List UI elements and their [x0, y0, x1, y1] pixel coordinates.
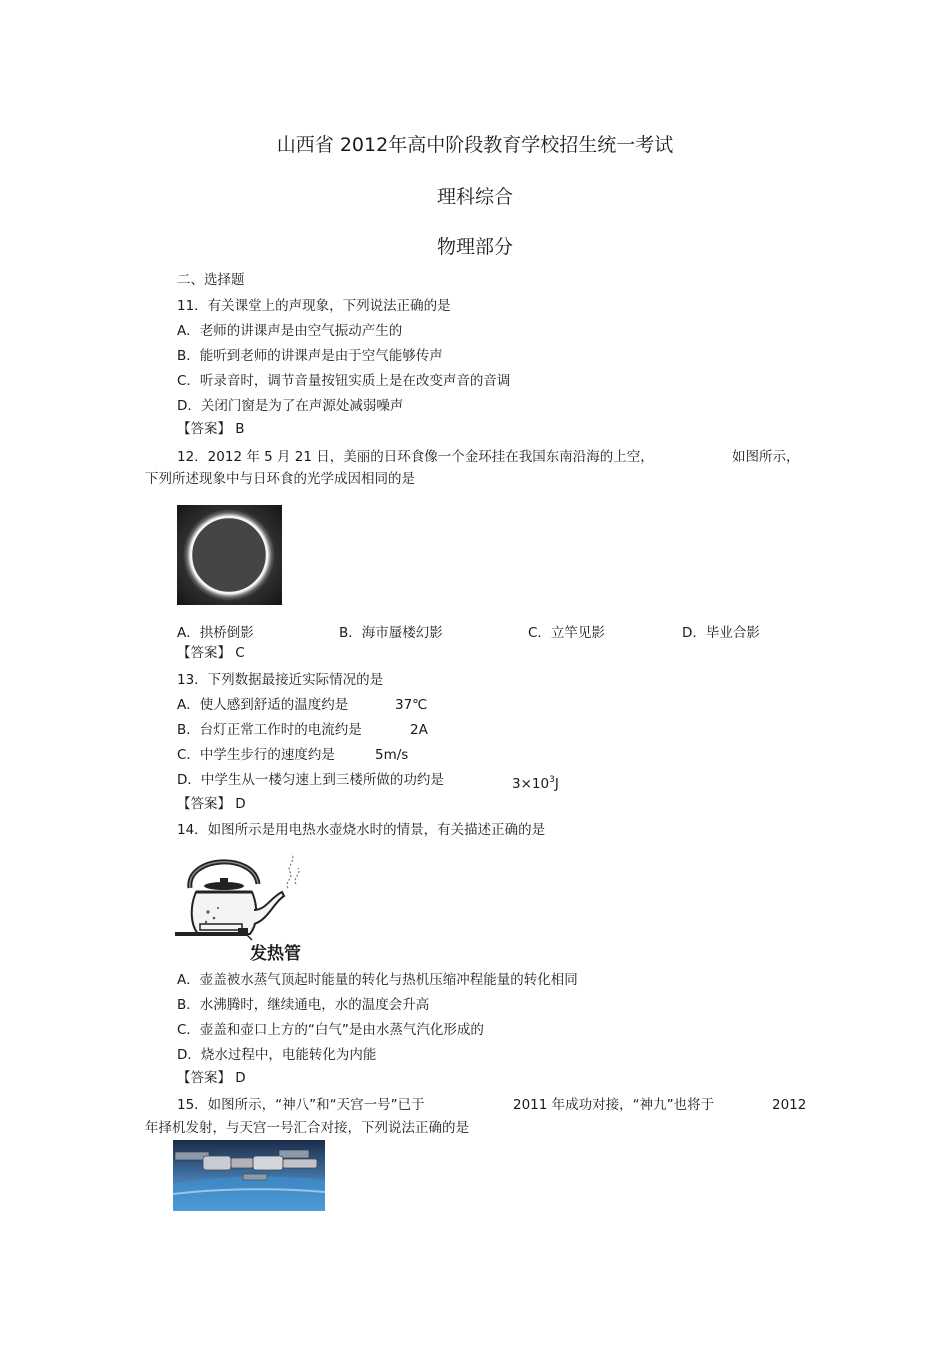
- q14-option-a: A．壶盖被水蒸气顶起时能量的转化与热机压缩冲程能量的转化相同: [177, 972, 578, 988]
- q12-answer: 【答案】 C: [177, 645, 245, 661]
- q12-option-a: A．拱桥倒影: [177, 625, 254, 641]
- q13-option-c-value: 5m/s: [375, 747, 409, 763]
- q14-option-d: D．烧水过程中，电能转化为内能: [177, 1047, 377, 1063]
- q13-d-value-base: 3×10: [512, 776, 550, 792]
- q13-stem: 13．下列数据最接近实际情况的是: [177, 672, 384, 688]
- q13-answer: 【答案】 D: [177, 796, 246, 812]
- exam-subtitle: 理科综合: [436, 186, 513, 208]
- q13-option-a-value: 37℃: [395, 697, 428, 713]
- q11-stem: 11．有关课堂上的声现象，下列说法正确的是: [177, 298, 451, 314]
- q12-option-c: C．立竿见影: [528, 625, 605, 641]
- annular-eclipse-image: [177, 505, 282, 605]
- q14-option-c: C．壶盖和壶口上方的“白气”是由水蒸气汽化形成的: [177, 1022, 484, 1038]
- q15-stem-line2: 年择机发射，与天宫一号汇合对接，下列说法正确的是: [145, 1120, 469, 1136]
- q13-option-c: C．中学生步行的速度约是: [177, 747, 335, 763]
- q11-answer: 【答案】 B: [177, 421, 245, 437]
- q12-option-d: D．毕业合影: [682, 625, 760, 641]
- heating-tube-label: 发热管: [250, 944, 301, 964]
- q13-option-a: A．使人感到舒适的温度约是: [177, 697, 349, 713]
- q13-d-value-exponent: 3: [549, 775, 555, 785]
- q11-option-a: A．老师的讲课声是由空气振动产生的: [177, 323, 403, 339]
- q15-stem-line1-c: 2012: [772, 1097, 807, 1113]
- q12-stem-line1: 12．2012 年 5 月 21 日，美丽的日环食像一个金环挂在我国东南沿海的上空，: [177, 449, 654, 465]
- q14-answer: 【答案】 D: [177, 1070, 246, 1086]
- q11-option-b: B．能听到老师的讲课声是由于空气能够传声: [177, 348, 443, 364]
- q13-option-b-value: 2A: [410, 722, 428, 738]
- q13-d-value-unit: J: [554, 776, 559, 792]
- q12-stem-line2: 下列所述现象中与日环食的光学成因相同的是: [145, 471, 415, 487]
- q12-options: [177, 621, 817, 639]
- spacecraft-docking-image: [173, 1140, 325, 1211]
- q13-option-d-value: [512, 771, 559, 793]
- exam-part: 物理部分: [436, 236, 513, 258]
- q14-option-b: B．水沸腾时，继续通电，水的温度会升高: [177, 997, 430, 1013]
- exam-title: 山西省 2012年高中阶段教育学校招生统一考试: [276, 134, 674, 156]
- kettle-figure: [172, 846, 322, 962]
- q13-option-d: D．中学生从一楼匀速上到三楼所做的功约是: [177, 772, 444, 788]
- q11-option-c: C．听录音时，调节音量按钮实质上是在改变声音的音调: [177, 373, 511, 389]
- q12-option-b: B．海市蜃楼幻影: [339, 625, 443, 641]
- q15-stem-line1-a: 15．如图所示，“神八”和“天宫一号”已于: [177, 1097, 425, 1113]
- q11-option-d: D．关闭门窗是为了在声源处减弱噪声: [177, 398, 404, 414]
- q15-stem-line1-b: 2011 年成功对接，“神九”也将于: [513, 1097, 715, 1113]
- q14-stem: 14．如图所示是用电热水壶烧水时的情景，有关描述正确的是: [177, 822, 546, 838]
- q13-option-b: B．台灯正常工作时的电流约是: [177, 722, 362, 738]
- section-heading: 二、选择题: [177, 272, 245, 288]
- q12-stem-line1-end: 如图所示，: [732, 449, 800, 465]
